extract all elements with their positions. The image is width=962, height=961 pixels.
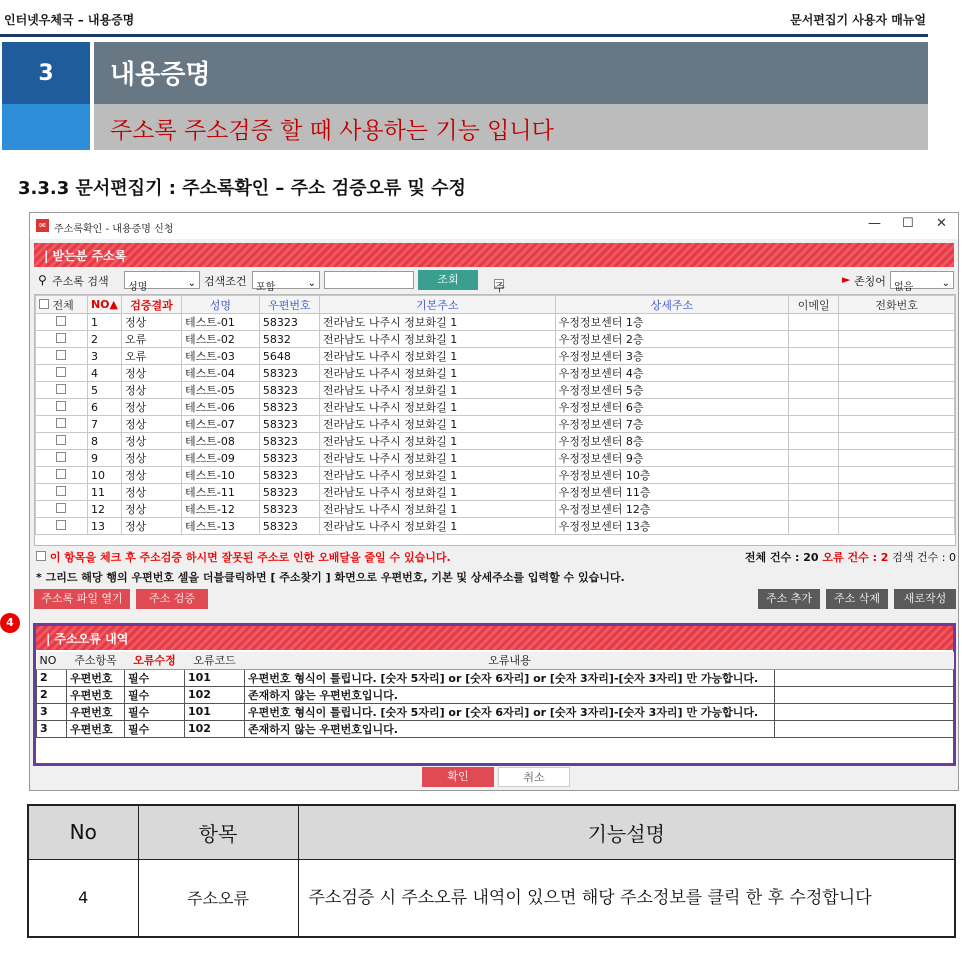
row-addr: 전라남도 나주시 정보화길 1 bbox=[319, 467, 555, 484]
col-name[interactable]: 성명 bbox=[181, 296, 259, 314]
table-row[interactable] bbox=[36, 518, 955, 535]
err-msg: 존재하지 않는 우편번호입니다. bbox=[245, 720, 775, 737]
row-addr: 전라남도 나주시 정보화길 1 bbox=[319, 501, 555, 518]
row-result: 오류 bbox=[122, 348, 182, 365]
err-msg: 존재하지 않는 우편번호입니다. bbox=[245, 686, 775, 703]
row-addr: 전라남도 나주시 정보화길 1 bbox=[319, 365, 555, 382]
table-row[interactable] bbox=[36, 365, 955, 382]
section-number-band bbox=[2, 104, 90, 150]
checkbox[interactable] bbox=[56, 520, 66, 530]
table-row[interactable] bbox=[36, 399, 955, 416]
row-zip[interactable]: 5832 bbox=[259, 331, 319, 348]
row-zip[interactable]: 5648 bbox=[259, 348, 319, 365]
verify-note-text: 이 항목을 체크 후 주소검증 하시면 잘못된 주소로 인한 오배달을 줄일 수 있습니다. bbox=[49, 551, 451, 564]
minimize-icon[interactable]: — bbox=[868, 216, 881, 231]
row-name: 테스트-07 bbox=[181, 416, 259, 433]
row-no: 12 bbox=[87, 501, 121, 518]
table-row[interactable] bbox=[36, 450, 955, 467]
table-row[interactable] bbox=[36, 382, 955, 399]
err-msg: 우편번호 형식이 틀립니다. [숫자 5자리] or [숫자 6자리] or [숫자 3자리]-[숫자 3자리] 만 가능합니다. bbox=[245, 703, 775, 720]
row-zip[interactable]: 58323 bbox=[259, 450, 319, 467]
row-result: 정상 bbox=[122, 416, 182, 433]
row-no: 1 bbox=[87, 314, 121, 331]
row-addr: 전라남도 나주시 정보화길 1 bbox=[319, 433, 555, 450]
row-email bbox=[789, 331, 839, 348]
err-fix: 필수 bbox=[125, 720, 185, 737]
error-row[interactable] bbox=[37, 686, 954, 703]
row-checkbox-cell[interactable] bbox=[36, 433, 88, 450]
err-fix: 필수 bbox=[125, 686, 185, 703]
verify-note bbox=[36, 549, 451, 565]
row-phone bbox=[839, 450, 955, 467]
row-name: 테스트-12 bbox=[181, 501, 259, 518]
row-detail: 우정정보센터 9층 bbox=[555, 450, 789, 467]
window-title: 주소록확인 - 내용증명 신청 bbox=[54, 224, 174, 235]
row-name: 테스트-02 bbox=[181, 331, 259, 348]
error-header-row bbox=[37, 652, 954, 669]
search-icon: ⚲ bbox=[38, 273, 47, 287]
row-name: 테스트-01 bbox=[181, 314, 259, 331]
chevron-down-icon: ⌄ bbox=[307, 278, 316, 289]
err-col-item: 주소항목 bbox=[67, 652, 125, 669]
error-row[interactable] bbox=[37, 720, 954, 737]
function-header-row bbox=[28, 805, 955, 859]
row-no: 13 bbox=[87, 518, 121, 535]
error-row[interactable] bbox=[37, 669, 954, 686]
ft-col-desc: 기능설명 bbox=[298, 805, 955, 859]
row-phone bbox=[839, 399, 955, 416]
row-email bbox=[789, 365, 839, 382]
row-name: 테스트-04 bbox=[181, 365, 259, 382]
triangle-icon: ► bbox=[842, 273, 851, 286]
col-no[interactable]: NO▲ bbox=[87, 296, 121, 314]
checkbox[interactable] bbox=[39, 299, 49, 309]
row-email bbox=[789, 416, 839, 433]
row-addr: 전라남도 나주시 정보화길 1 bbox=[319, 399, 555, 416]
checkbox[interactable] bbox=[56, 452, 66, 462]
row-checkbox-cell[interactable] bbox=[36, 450, 88, 467]
header-rule bbox=[0, 34, 928, 37]
row-detail: 우정정보센터 13층 bbox=[555, 518, 789, 535]
subheading: 3.3.3 문서편집기 : 주소록확인 – 주소 검증오류 및 수정 bbox=[18, 178, 466, 199]
honorific-value: 없음 bbox=[894, 282, 914, 293]
close-icon[interactable]: ✕ bbox=[936, 216, 947, 231]
row-addr: 전라남도 나주시 정보화길 1 bbox=[319, 348, 555, 365]
row-addr: 전라남도 나주시 정보화길 1 bbox=[319, 416, 555, 433]
err-fix: 필수 bbox=[125, 703, 185, 720]
err-code: 102 bbox=[185, 686, 245, 703]
search-field-value: 성명 bbox=[128, 282, 148, 293]
row-zip[interactable]: 58323 bbox=[259, 484, 319, 501]
row-name: 테스트-08 bbox=[181, 433, 259, 450]
function-table bbox=[27, 804, 956, 938]
total-count: 전체 건수 : 20 bbox=[744, 551, 819, 564]
checkbox[interactable] bbox=[56, 333, 66, 343]
row-checkbox-cell[interactable] bbox=[36, 518, 88, 535]
table-row[interactable] bbox=[36, 501, 955, 518]
address-window bbox=[29, 212, 959, 791]
err-code: 101 bbox=[185, 703, 245, 720]
err-blank bbox=[775, 669, 954, 686]
err-item: 우편번호 bbox=[67, 669, 125, 686]
row-email bbox=[789, 399, 839, 416]
row-checkbox-cell[interactable] bbox=[36, 467, 88, 484]
row-email bbox=[789, 450, 839, 467]
cond-label: 검색조건 bbox=[204, 275, 247, 288]
row-addr: 전라남도 나주시 정보화길 1 bbox=[319, 331, 555, 348]
col-all-label: 전체 bbox=[52, 298, 74, 312]
cond-value: 포함 bbox=[256, 282, 276, 293]
row-result: 정상 bbox=[122, 382, 182, 399]
row-addr: 전라남도 나주시 정보화길 1 bbox=[319, 314, 555, 331]
add-address-button[interactable]: 주소 추가 bbox=[758, 589, 820, 609]
row-email bbox=[789, 348, 839, 365]
row-addr: 전라남도 나주시 정보화길 1 bbox=[319, 518, 555, 535]
row-result: 정상 bbox=[122, 467, 182, 484]
row-name: 테스트-06 bbox=[181, 399, 259, 416]
row-phone bbox=[839, 518, 955, 535]
grid-header-row bbox=[36, 296, 955, 314]
row-zip[interactable]: 58323 bbox=[259, 501, 319, 518]
row-detail: 우정정보센터 7층 bbox=[555, 416, 789, 433]
search-button[interactable]: 조회 bbox=[418, 270, 478, 290]
row-result: 정상 bbox=[122, 365, 182, 382]
table-row[interactable] bbox=[36, 433, 955, 450]
err-col-code: 오류코드 bbox=[185, 652, 245, 669]
row-zip[interactable]: 58323 bbox=[259, 382, 319, 399]
row-no: 3 bbox=[87, 348, 121, 365]
table-row[interactable] bbox=[36, 484, 955, 501]
col-zip[interactable]: 우편번호 bbox=[259, 296, 319, 314]
count-summary bbox=[745, 549, 956, 565]
row-name: 테스트-09 bbox=[181, 450, 259, 467]
cancel-button[interactable]: 취소 bbox=[498, 767, 570, 787]
col-result[interactable]: 검증결과 bbox=[122, 296, 182, 314]
checkbox[interactable] bbox=[56, 367, 66, 377]
err-item: 우편번호 bbox=[67, 686, 125, 703]
row-checkbox-cell[interactable] bbox=[36, 501, 88, 518]
col-email[interactable]: 이메일 bbox=[789, 296, 839, 314]
checkbox[interactable] bbox=[56, 486, 66, 496]
row-phone bbox=[839, 314, 955, 331]
err-blank bbox=[775, 686, 954, 703]
row-result: 오류 bbox=[122, 331, 182, 348]
err-col-msg: 오류내용 bbox=[245, 652, 775, 669]
row-zip[interactable]: 58323 bbox=[259, 518, 319, 535]
err-no: 2 bbox=[37, 686, 67, 703]
row-no: 2 bbox=[87, 331, 121, 348]
window-titlebar bbox=[30, 213, 958, 239]
row-checkbox-cell[interactable] bbox=[36, 382, 88, 399]
row-no: 10 bbox=[87, 467, 121, 484]
row-phone bbox=[839, 382, 955, 399]
row-result: 정상 bbox=[122, 518, 182, 535]
row-detail: 우정정보센터 5층 bbox=[555, 382, 789, 399]
err-blank bbox=[775, 703, 954, 720]
row-detail: 우정정보센터 1층 bbox=[555, 314, 789, 331]
grid-tip: * 그리드 해당 행의 우편번호 셀을 더블클릭하면 [ 주소찾기 ] 화면으로 우편번호, 기본 및 상세주소를 입력할 수 있습니다. bbox=[36, 571, 625, 584]
err-col-no: NO bbox=[37, 652, 67, 669]
search-row bbox=[30, 267, 958, 293]
row-detail: 우정정보센터 10층 bbox=[555, 467, 789, 484]
row-checkbox-cell[interactable] bbox=[36, 365, 88, 382]
row-name: 테스트-11 bbox=[181, 484, 259, 501]
function-row bbox=[28, 859, 955, 937]
row-email bbox=[789, 518, 839, 535]
address-table bbox=[35, 295, 955, 535]
row-result: 정상 bbox=[122, 484, 182, 501]
row-no: 6 bbox=[87, 399, 121, 416]
err-no: 3 bbox=[37, 703, 67, 720]
section-number: 3 bbox=[2, 42, 90, 104]
row-no: 9 bbox=[87, 450, 121, 467]
err-item: 우편번호 bbox=[67, 720, 125, 737]
col-phone[interactable]: 전화번호 bbox=[839, 296, 955, 314]
open-file-button[interactable]: 주소록 파일 열기 bbox=[34, 589, 130, 609]
row-checkbox-cell[interactable] bbox=[36, 348, 88, 365]
checkbox[interactable] bbox=[56, 418, 66, 428]
search-count: 검색 건수 : 0 bbox=[892, 551, 956, 564]
row-checkbox-cell[interactable] bbox=[36, 399, 88, 416]
checkbox[interactable] bbox=[56, 469, 66, 479]
row-phone bbox=[839, 348, 955, 365]
row-result: 정상 bbox=[122, 314, 182, 331]
page-header bbox=[0, 0, 962, 36]
row-result: 정상 bbox=[122, 450, 182, 467]
row-email bbox=[789, 467, 839, 484]
row-phone bbox=[839, 484, 955, 501]
row-zip[interactable]: 58323 bbox=[259, 399, 319, 416]
honorific-label: 존칭어 bbox=[854, 275, 886, 288]
doc-title: 인터넷우체국 – 내용증명 bbox=[4, 13, 135, 27]
honorific-select[interactable] bbox=[890, 271, 954, 293]
err-no: 3 bbox=[37, 720, 67, 737]
checkbox[interactable] bbox=[36, 551, 46, 561]
row-addr: 전라남도 나주시 정보화길 1 bbox=[319, 450, 555, 467]
row-result: 정상 bbox=[122, 501, 182, 518]
row-result: 정상 bbox=[122, 399, 182, 416]
row-phone bbox=[839, 416, 955, 433]
chevron-down-icon: ⌄ bbox=[941, 278, 950, 289]
err-only-label: 주 bbox=[494, 281, 505, 294]
checkbox[interactable] bbox=[56, 316, 66, 326]
row-zip[interactable]: 58323 bbox=[259, 314, 319, 331]
row-no: 11 bbox=[87, 484, 121, 501]
row-phone bbox=[839, 501, 955, 518]
chevron-down-icon: ⌄ bbox=[187, 278, 196, 289]
table-row[interactable] bbox=[36, 314, 955, 331]
row-detail: 우정정보센터 12층 bbox=[555, 501, 789, 518]
table-row[interactable] bbox=[36, 331, 955, 348]
row-detail: 우정정보센터 11층 bbox=[555, 484, 789, 501]
row-phone bbox=[839, 331, 955, 348]
err-blank bbox=[775, 720, 954, 737]
recipient-bar: | 받는분 주소록 bbox=[34, 243, 954, 267]
callout-badge: 4 bbox=[0, 613, 20, 633]
ft-no: 4 bbox=[28, 859, 138, 937]
error-count: 오류 건수 : 2 bbox=[822, 551, 889, 564]
row-zip[interactable]: 58323 bbox=[259, 467, 319, 484]
row-zip[interactable]: 58323 bbox=[259, 365, 319, 382]
cond-select[interactable] bbox=[252, 271, 320, 293]
app-icon: ✉ bbox=[36, 219, 49, 232]
row-email bbox=[789, 382, 839, 399]
row-email bbox=[789, 433, 839, 450]
row-no: 4 bbox=[87, 365, 121, 382]
row-email bbox=[789, 314, 839, 331]
checkbox[interactable] bbox=[56, 503, 66, 513]
row-no: 5 bbox=[87, 382, 121, 399]
search-label: 주소록 검색 bbox=[52, 275, 109, 288]
row-checkbox-cell[interactable] bbox=[36, 314, 88, 331]
row-name: 테스트-03 bbox=[181, 348, 259, 365]
row-name: 테스트-05 bbox=[181, 382, 259, 399]
err-msg: 우편번호 형식이 틀립니다. [숫자 5자리] or [숫자 6자리] or [숫자 3자리]-[숫자 3자리] 만 가능합니다. bbox=[245, 669, 775, 686]
row-zip[interactable]: 58323 bbox=[259, 433, 319, 450]
err-code: 102 bbox=[185, 720, 245, 737]
ft-col-no: No bbox=[28, 805, 138, 859]
checkbox[interactable] bbox=[56, 384, 66, 394]
row-checkbox-cell[interactable] bbox=[36, 484, 88, 501]
row-email bbox=[789, 501, 839, 518]
checkbox[interactable] bbox=[56, 401, 66, 411]
ft-col-item: 항목 bbox=[138, 805, 298, 859]
ok-button[interactable]: 확인 bbox=[422, 767, 494, 787]
row-detail: 우정정보센터 3층 bbox=[555, 348, 789, 365]
row-zip[interactable]: 58323 bbox=[259, 416, 319, 433]
checkbox[interactable] bbox=[56, 350, 66, 360]
row-phone bbox=[839, 467, 955, 484]
section-description: 주소록 주소검증 할 때 사용하는 기능 입니다 bbox=[94, 104, 928, 150]
err-col-fix: 오류수정 bbox=[125, 652, 185, 669]
table-row[interactable] bbox=[36, 348, 955, 365]
err-code: 101 bbox=[185, 669, 245, 686]
row-detail: 우정정보센터 2층 bbox=[555, 331, 789, 348]
col-detail[interactable]: 상세주소 bbox=[555, 296, 789, 314]
row-detail: 우정정보센터 8층 bbox=[555, 433, 789, 450]
err-col-blank bbox=[775, 652, 954, 669]
ft-desc: 주소검증 시 주소오류 내역이 있으면 해당 주소정보를 클릭 한 후 수정합니다 bbox=[298, 859, 955, 937]
section-title: 내용증명 bbox=[94, 42, 928, 104]
row-checkbox-cell[interactable] bbox=[36, 416, 88, 433]
row-phone bbox=[839, 365, 955, 382]
error-row[interactable] bbox=[37, 703, 954, 720]
table-row[interactable] bbox=[36, 416, 955, 433]
row-detail: 우정정보센터 4층 bbox=[555, 365, 789, 382]
col-all[interactable] bbox=[36, 296, 88, 314]
row-addr: 전라남도 나주시 정보화길 1 bbox=[319, 484, 555, 501]
search-input[interactable] bbox=[324, 271, 414, 289]
table-row[interactable] bbox=[36, 467, 955, 484]
verify-button[interactable]: 주소 검증 bbox=[136, 589, 208, 609]
err-item: 우편번호 bbox=[67, 703, 125, 720]
delete-address-button[interactable]: 주소 삭제 bbox=[826, 589, 888, 609]
row-checkbox-cell[interactable] bbox=[36, 331, 88, 348]
row-addr: 전라남도 나주시 정보화길 1 bbox=[319, 382, 555, 399]
address-grid bbox=[34, 294, 956, 546]
error-bar: | 주소오류 내역 bbox=[36, 626, 953, 650]
error-panel bbox=[33, 623, 956, 766]
row-email bbox=[789, 484, 839, 501]
search-field-select[interactable] bbox=[124, 271, 200, 293]
manual-title: 문서편집기 사용자 매뉴얼 bbox=[790, 13, 926, 27]
row-phone bbox=[839, 433, 955, 450]
maximize-icon[interactable]: ☐ bbox=[902, 216, 914, 231]
error-table bbox=[36, 652, 954, 738]
err-fix: 필수 bbox=[125, 669, 185, 686]
row-no: 7 bbox=[87, 416, 121, 433]
row-name: 테스트-13 bbox=[181, 518, 259, 535]
col-addr[interactable]: 기본주소 bbox=[319, 296, 555, 314]
row-result: 정상 bbox=[122, 433, 182, 450]
row-detail: 우정정보센터 6층 bbox=[555, 399, 789, 416]
checkbox[interactable] bbox=[56, 435, 66, 445]
row-name: 테스트-10 bbox=[181, 467, 259, 484]
new-button[interactable]: 새로작성 bbox=[894, 589, 956, 609]
ft-item: 주소오류 bbox=[138, 859, 298, 937]
err-no: 2 bbox=[37, 669, 67, 686]
row-no: 8 bbox=[87, 433, 121, 450]
